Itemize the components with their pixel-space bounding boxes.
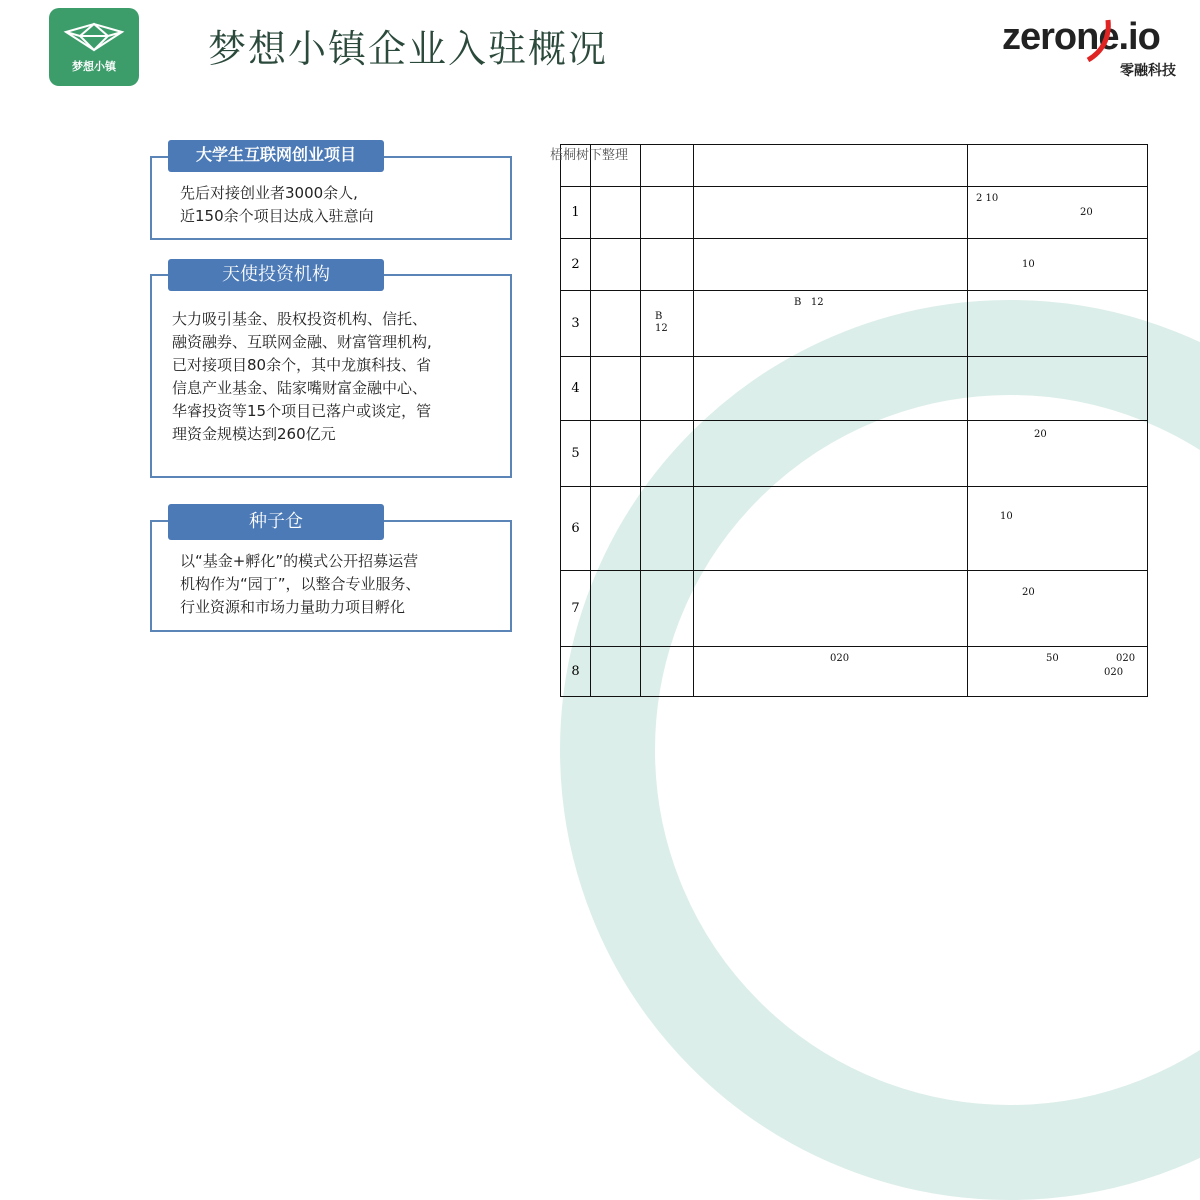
- table-cell: [641, 647, 694, 697]
- row-number: 6: [561, 487, 591, 571]
- page-title: 梦想小镇企业入驻概况: [208, 27, 609, 71]
- card-student-projects: [150, 145, 512, 240]
- row-number: 5: [561, 421, 591, 487]
- cell-value: 10: [1022, 259, 1035, 270]
- card-tick: [150, 274, 160, 276]
- table-cell: [968, 571, 1148, 647]
- table-cell: [694, 421, 968, 487]
- cell-value: 20: [1022, 587, 1035, 598]
- table-cell: [694, 647, 968, 697]
- table-source-note: 梧桐树下整理: [550, 148, 629, 163]
- table-cell: [968, 145, 1148, 187]
- cell-value: 20: [1034, 429, 1047, 440]
- row-number: 7: [561, 571, 591, 647]
- table-cell: [968, 357, 1148, 421]
- card-angel-investors: [150, 264, 512, 478]
- cell-value: 10: [1000, 511, 1013, 522]
- table-cell: [591, 647, 641, 697]
- card-title: 种子仓: [168, 504, 384, 540]
- table-cell: [641, 145, 694, 187]
- table-header-row: [561, 145, 1148, 187]
- row-number: 4: [561, 357, 591, 421]
- cell-value: 20: [1080, 207, 1093, 218]
- table-cell: [968, 487, 1148, 571]
- table-cell: [591, 421, 641, 487]
- table-cell: [694, 571, 968, 647]
- card-seed-warehouse: [150, 511, 512, 632]
- table-row: [561, 291, 1148, 357]
- cell-value: 2 10: [976, 193, 999, 204]
- cell-value: B 12: [794, 297, 824, 308]
- card-tick: [150, 520, 160, 522]
- table-cell: [641, 291, 694, 357]
- cell-value: 50: [1046, 653, 1059, 664]
- card-line: 行业资源和市场力量助力项目孵化: [180, 598, 406, 616]
- table-cell: [591, 187, 641, 239]
- card-body: [180, 182, 374, 228]
- row-number: 8: [561, 647, 591, 697]
- logo-text: 梦想小镇: [72, 60, 116, 73]
- brand-logo: [998, 10, 1188, 80]
- table-cell: [968, 647, 1148, 697]
- card-title: 天使投资机构: [168, 259, 384, 291]
- table-cell: [591, 487, 641, 571]
- brand-subtitle: 零融科技: [1120, 63, 1176, 79]
- row-number: 1: [561, 187, 591, 239]
- row-number: 2: [561, 239, 591, 291]
- table-row: [561, 487, 1148, 571]
- table-cell: [641, 357, 694, 421]
- table-cell: [968, 187, 1148, 239]
- table-cell: [694, 239, 968, 291]
- card-title: 大学生互联网创业项目: [168, 140, 384, 172]
- table-row: [561, 357, 1148, 421]
- table-cell: [968, 239, 1148, 291]
- table-cell: [968, 291, 1148, 357]
- cell-value: 020: [1116, 653, 1136, 664]
- row-number: 3: [561, 291, 591, 357]
- logo-badge: [49, 8, 139, 86]
- table-row: [561, 239, 1148, 291]
- card-line: 理资金规模达到260亿元: [172, 425, 336, 443]
- brand-wordmark: zerone.io: [1002, 16, 1160, 58]
- card-line: 以“基金+孵化”的模式公开招募运营: [180, 552, 419, 570]
- data-table-wrap: [560, 144, 1148, 697]
- card-line: 融资融券、互联网金融、财富管理机构,: [172, 333, 432, 351]
- card-tick: [150, 156, 160, 158]
- data-table: [560, 144, 1148, 697]
- card-line: 大力吸引基金、股权投资机构、信托、: [172, 310, 428, 328]
- diamond-crown-icon: [62, 22, 126, 52]
- table-cell: [641, 187, 694, 239]
- table-row: [561, 571, 1148, 647]
- cell-value: 020: [1104, 667, 1124, 678]
- table-cell: [694, 487, 968, 571]
- table-row: [561, 647, 1148, 697]
- card-line: 机构作为“园丁”，以整合专业服务、: [180, 575, 421, 593]
- table-cell: [591, 571, 641, 647]
- table-cell: [591, 239, 641, 291]
- card-line: 先后对接创业者3000余人,: [180, 184, 358, 202]
- card-line: 近150余个项目达成入驻意向: [180, 207, 374, 225]
- card-body: [172, 308, 432, 446]
- card-body: [180, 550, 421, 619]
- card-line: 信息产业基金、陆家嘴财富金融中心、: [172, 379, 428, 397]
- table-cell: [694, 291, 968, 357]
- table-cell: [641, 239, 694, 291]
- table-cell: [641, 421, 694, 487]
- cell-value: 020: [830, 653, 850, 664]
- table-cell: [641, 571, 694, 647]
- cell-value: B 12: [655, 311, 668, 334]
- table-row: [561, 421, 1148, 487]
- table-cell: [694, 357, 968, 421]
- table-cell: [591, 291, 641, 357]
- table-cell: [591, 357, 641, 421]
- card-line: 已对接项目80余个，其中龙旗科技、省: [172, 356, 432, 374]
- brand-swoosh-icon: [1080, 16, 1120, 66]
- table-cell: [968, 421, 1148, 487]
- table-cell: [641, 487, 694, 571]
- table-cell: [694, 187, 968, 239]
- table-cell: [694, 145, 968, 187]
- table-row: [561, 187, 1148, 239]
- card-line: 华睿投资等15个项目已落户或谈定，管: [172, 402, 432, 420]
